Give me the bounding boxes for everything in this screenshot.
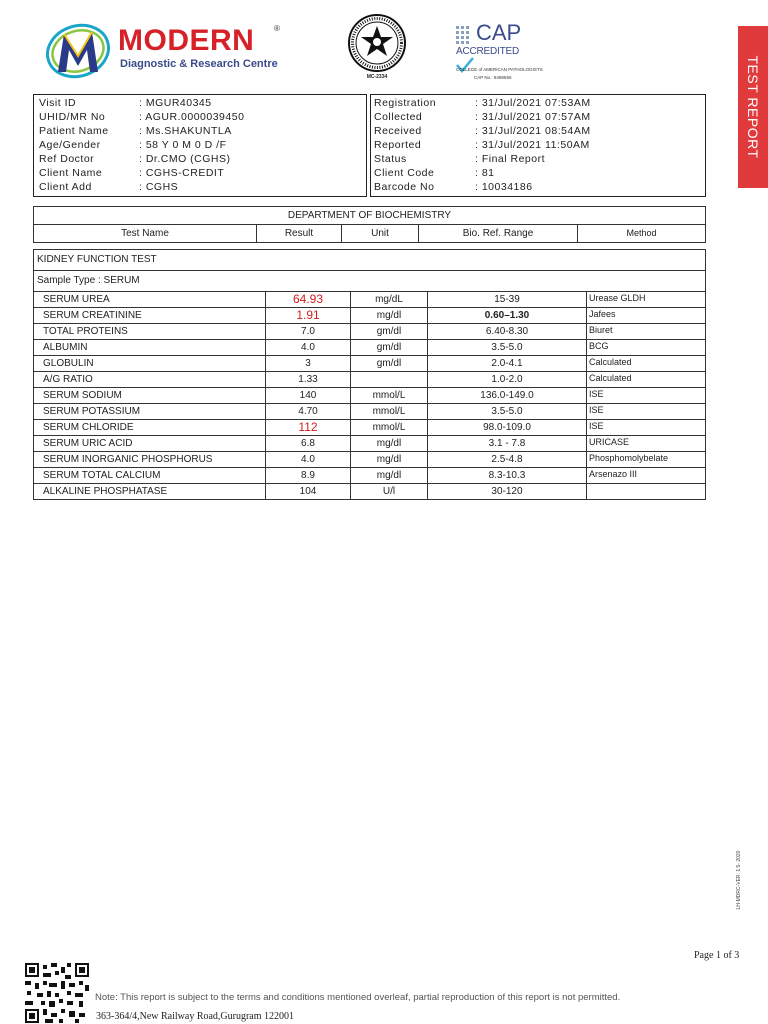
test-ref-range: 2.0-4.1 (428, 356, 587, 372)
test-name: SERUM POTASSIUM (34, 404, 266, 420)
sample-type: Sample Type : SERUM (34, 271, 706, 292)
info-value: : 31/Jul/2021 07:57AM (475, 111, 591, 123)
test-unit: mg/dl (351, 452, 428, 468)
results-rows (34, 292, 706, 500)
brand-name: MODERN (118, 24, 255, 57)
test-name: SERUM URIC ACID (34, 436, 266, 452)
info-value: : Final Report (475, 153, 546, 165)
test-method: Urease GLDH (587, 292, 706, 308)
info-value: : Ms.SHAKUNTLA (139, 125, 232, 137)
brand-subtitle: Diagnostic & Research Centre (120, 58, 278, 70)
col-method: Method (578, 225, 706, 243)
info-label: Age/Gender (39, 139, 101, 151)
test-ref-range: 1.0-2.0 (428, 372, 587, 388)
cap-number: CAP No.: 8498556 (474, 75, 512, 80)
result-row (34, 420, 706, 436)
test-result: 1.33 (266, 372, 351, 388)
test-ref-range: 30-120 (428, 484, 587, 500)
test-unit: mg/dl (351, 468, 428, 484)
test-method: Calculated (587, 356, 706, 372)
test-method: BCG (587, 340, 706, 356)
test-result: 3 (266, 356, 351, 372)
test-method: Arsenazo III (587, 468, 706, 484)
test-unit: gm/dl (351, 356, 428, 372)
test-unit: mmol/L (351, 420, 428, 436)
version-text: LH-MDRC-VER: 1.5- 2020 (736, 850, 742, 910)
test-result: 112 (266, 420, 351, 436)
result-row (34, 356, 706, 372)
result-row (34, 388, 706, 404)
nabl-seal (346, 12, 408, 80)
test-unit: gm/dl (351, 340, 428, 356)
test-ref-range: 98.0-109.0 (428, 420, 587, 436)
info-label: Patient Name (39, 125, 109, 137)
test-result: 4.70 (266, 404, 351, 420)
cap-college: COLLEGE of AMERICAN PATHOLOGISTS (456, 67, 543, 72)
page-number: Page 1 of 3 (694, 950, 740, 961)
registered-mark: ® (274, 24, 280, 33)
department-header-table (33, 206, 706, 243)
test-method: Biuret (587, 324, 706, 340)
test-report-ribbon (738, 26, 768, 188)
test-ref-range: 2.5-4.8 (428, 452, 587, 468)
col-ref-range: Bio. Ref. Range (419, 225, 578, 243)
test-name: SERUM TOTAL CALCIUM (34, 468, 266, 484)
test-unit: U/l (351, 484, 428, 500)
department-title: DEPARTMENT OF BIOCHEMISTRY (34, 207, 706, 225)
info-value: : CGHS-CREDIT (139, 167, 225, 179)
test-name: ALBUMIN (34, 340, 266, 356)
ribbon-text: TEST REPORT (745, 55, 761, 159)
modern-m-logo-icon (44, 22, 112, 80)
test-result: 7.0 (266, 324, 351, 340)
test-name: A/G RATIO (34, 372, 266, 388)
test-method: Phosphomolybelate (587, 452, 706, 468)
info-label: Collected (374, 111, 423, 123)
test-ref-range: 0.60–1.30 (428, 308, 587, 324)
cap-dots-icon (456, 26, 474, 48)
info-value: : 31/Jul/2021 07:53AM (475, 97, 591, 109)
test-method: ISE (587, 404, 706, 420)
test-unit: gm/dl (351, 324, 428, 340)
cap-title: CAP (476, 20, 522, 45)
info-label: Registration (374, 97, 437, 109)
test-ref-range: 3.5-5.0 (428, 340, 587, 356)
test-method (587, 484, 706, 500)
info-value: : 58 Y 0 M 0 D /F (139, 139, 227, 151)
test-name: ALKALINE PHOSPHATASE (34, 484, 266, 500)
test-result: 1.91 (266, 308, 351, 324)
test-result: 4.0 (266, 340, 351, 356)
test-name: GLOBULIN (34, 356, 266, 372)
info-value: : 31/Jul/2021 08:54AM (475, 125, 591, 137)
result-row (34, 308, 706, 324)
test-unit: mmol/L (351, 388, 428, 404)
seal-code: MC-2334 (366, 74, 388, 80)
info-label: Ref Doctor (39, 153, 95, 165)
column-header-row (34, 225, 706, 243)
test-method: Calculated (587, 372, 706, 388)
test-method: ISE (587, 420, 706, 436)
test-result: 6.8 (266, 436, 351, 452)
info-label: Barcode No (374, 181, 435, 193)
version-label (732, 845, 746, 915)
result-row (34, 292, 706, 308)
test-name: SERUM UREA (34, 292, 266, 308)
col-test-name: Test Name (34, 225, 257, 243)
test-method: Jafees (587, 308, 706, 324)
report-info-box (370, 94, 706, 197)
result-row (34, 372, 706, 388)
test-name: SERUM INORGANIC PHOSPHORUS (34, 452, 266, 468)
patient-info-box (33, 94, 367, 197)
test-name: SERUM SODIUM (34, 388, 266, 404)
info-value: : AGUR.0000039450 (139, 111, 245, 123)
test-method: ISE (587, 388, 706, 404)
result-row (34, 484, 706, 500)
test-result: 140 (266, 388, 351, 404)
test-ref-range: 6.40-8.30 (428, 324, 587, 340)
qr-code-icon (25, 963, 89, 1023)
info-label: Received (374, 125, 422, 137)
info-value: : MGUR40345 (139, 97, 212, 109)
result-row (34, 324, 706, 340)
test-result: 4.0 (266, 452, 351, 468)
test-ref-range: 8.3-10.3 (428, 468, 587, 484)
info-value: : Dr.CMO (CGHS) (139, 153, 231, 165)
test-ref-range: 15-39 (428, 292, 587, 308)
modern-logo (40, 22, 290, 82)
nabl-seal-icon (346, 12, 408, 74)
test-unit (351, 372, 428, 388)
results-table (33, 249, 706, 500)
info-value: : 31/Jul/2021 11:50AM (475, 139, 590, 151)
result-row (34, 340, 706, 356)
info-value: : 81 (475, 167, 495, 179)
test-ref-range: 3.5-5.0 (428, 404, 587, 420)
test-name: SERUM CREATININE (34, 308, 266, 324)
result-row (34, 468, 706, 484)
info-value: : 10034186 (475, 181, 533, 193)
test-unit: mg/dl (351, 308, 428, 324)
cap-accreditation (452, 20, 543, 84)
info-label: UHID/MR No (39, 111, 106, 123)
test-ref-range: 136.0-149.0 (428, 388, 587, 404)
test-unit: mg/dL (351, 292, 428, 308)
footer-address: 363-364/4,New Railway Road,Gurugram 122001 (96, 1011, 295, 1022)
test-result: 104 (266, 484, 351, 500)
test-name: SERUM CHLORIDE (34, 420, 266, 436)
result-row (34, 452, 706, 468)
info-label: Reported (374, 139, 422, 151)
disclaimer-note: Note: This report is subject to the terms and conditions mentioned overleaf, partial reproduction of this report is not permitted. (95, 992, 621, 1003)
info-label: Client Code (374, 167, 435, 179)
col-unit: Unit (342, 225, 419, 243)
test-result: 64.93 (266, 292, 351, 308)
info-label: Visit ID (39, 97, 77, 109)
cap-accredited-text: ACCREDITED (456, 46, 520, 57)
test-unit: mg/dl (351, 436, 428, 452)
panel-title: KIDNEY FUNCTION TEST (34, 250, 706, 271)
info-value: : CGHS (139, 181, 179, 193)
test-ref-range: 3.1 - 7.8 (428, 436, 587, 452)
result-row (34, 404, 706, 420)
info-label: Client Name (39, 167, 103, 179)
col-result: Result (257, 225, 342, 243)
info-label: Status (374, 153, 407, 165)
test-method: URICASE (587, 436, 706, 452)
result-row (34, 436, 706, 452)
info-label: Client Add (39, 181, 92, 193)
test-name: TOTAL PROTEINS (34, 324, 266, 340)
test-result: 8.9 (266, 468, 351, 484)
test-unit: mmol/L (351, 404, 428, 420)
